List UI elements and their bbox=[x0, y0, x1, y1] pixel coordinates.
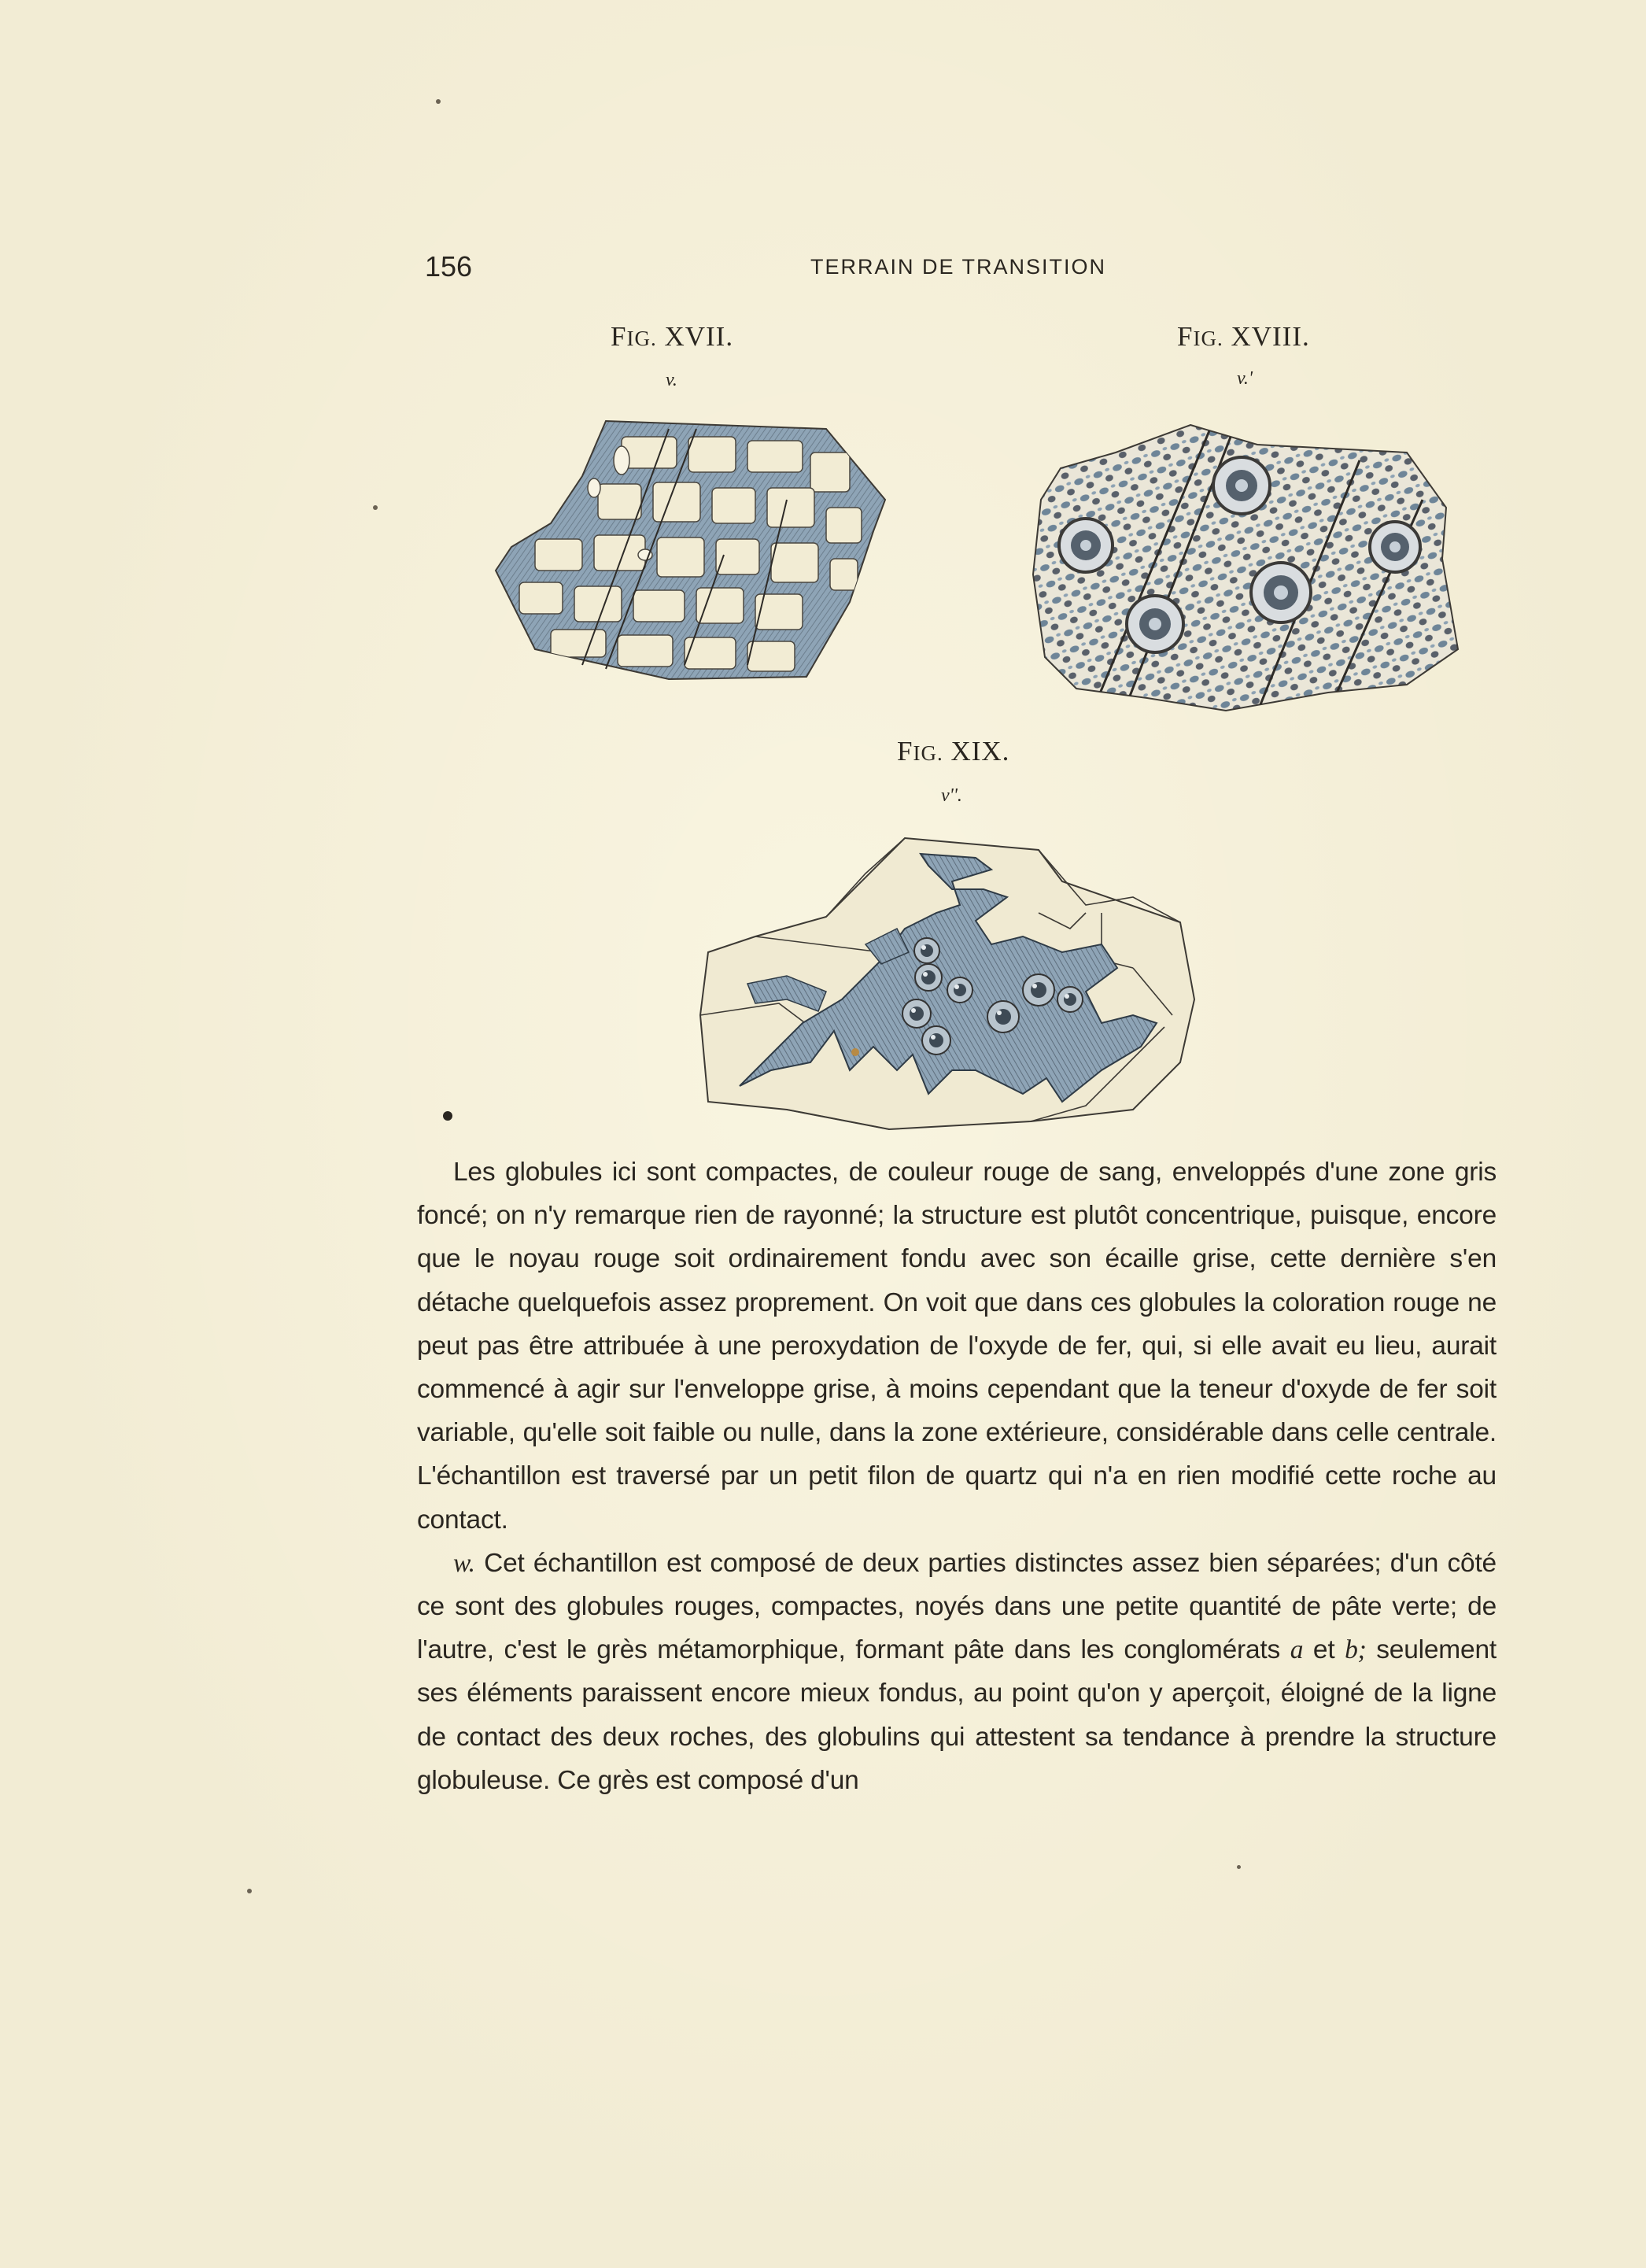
paragraph-2 bbox=[417, 1542, 1497, 1802]
figure-19-letter: v''. bbox=[941, 785, 962, 806]
paragraph-2-marker: w. bbox=[453, 1548, 475, 1578]
page-number: 156 bbox=[425, 250, 473, 283]
paragraph-2-text-b: et bbox=[1303, 1635, 1345, 1665]
paragraph-2-text-c: seulement ses éléments paraissent encore mieux fondus, au point qu'on y aperçoit, éloigné de la ligne de contact des deux roches, des globulins qui attestent sa tendance à prendre la structure globuleuse. Ce grès est composé d'un bbox=[417, 1635, 1497, 1795]
figure-17-label-small: IG. bbox=[626, 327, 657, 350]
paper-speck bbox=[247, 1889, 252, 1893]
figure-17-label-prefix: F bbox=[611, 321, 627, 352]
figure-19-label-number: XIX. bbox=[943, 736, 1010, 766]
paragraph-2-text-a: Cet échantillon est composé de deux parties distinctes assez bien séparées; d'un côté ce sont des globules rouges, compactes, noyés dans une petite quantité de pâte verte; de l'autre, c'est le grès métamorphique, formant pâte dans les conglomérats bbox=[417, 1548, 1497, 1665]
figure-18-label-prefix: F bbox=[1177, 321, 1194, 352]
figure-17-illustration bbox=[488, 413, 889, 681]
figure-18-label bbox=[1177, 321, 1310, 353]
figure-18-letter: v.' bbox=[1237, 368, 1253, 389]
paper-speck bbox=[443, 1111, 452, 1121]
figure-19-label-prefix: F bbox=[897, 736, 913, 766]
paragraph-2-italic-b: b; bbox=[1345, 1635, 1367, 1665]
figure-17-label bbox=[611, 321, 733, 353]
running-title: TERRAIN DE TRANSITION bbox=[810, 255, 1107, 279]
figure-17-label-number: XVII. bbox=[656, 321, 734, 352]
figure-18-illustration bbox=[1029, 421, 1463, 712]
figure-17-letter: v. bbox=[666, 370, 677, 390]
paper-speck bbox=[373, 505, 378, 510]
figure-19-label bbox=[897, 736, 1009, 767]
figure-19-label-small: IG. bbox=[913, 741, 943, 765]
body-text bbox=[417, 1151, 1497, 1802]
running-head bbox=[425, 250, 1526, 290]
figure-18-label-small: IG. bbox=[1193, 327, 1223, 350]
paper-speck bbox=[436, 99, 441, 104]
figure-18-label-number: XVIII. bbox=[1223, 321, 1310, 352]
paragraph-1: Les globules ici sont compactes, de couleur rouge de sang, enveloppés d'une zone gris foncé; on n'y remarque rien de rayonné; la structure est plutôt concentrique, puisque, encore que le noyau rouge soit ordinairement fondu avec son écaille grise, cette dernière s'en détache quelquefois assez proprement. On voit que dans ces globules la coloration rouge ne peut pas être attribuée à une peroxydation de l'oxyde de fer, qui, si elle avait eu lieu, aurait commencé à agir sur l'enveloppe grise, à moins cependant que la teneur d'oxyde de fer soit variable, qu'elle soit faible ou nulle, dans la zone extérieure, considérable dans celle centrale. L'échantillon est traversé par un petit filon de quartz qui n'a en rien modifié cette roche au contact. bbox=[417, 1158, 1497, 1535]
paragraph-2-italic-a: a bbox=[1290, 1635, 1304, 1665]
figure-19-illustration bbox=[692, 834, 1196, 1133]
paper-speck bbox=[1237, 1865, 1241, 1869]
